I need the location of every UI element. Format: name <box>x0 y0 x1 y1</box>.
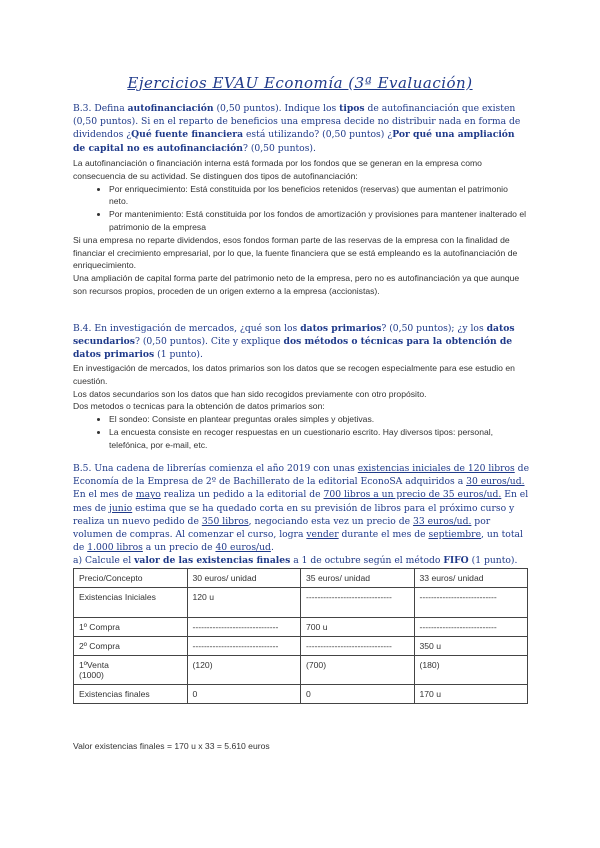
table-cell: ------------------------------ <box>187 637 301 656</box>
q-text: , un total de <box>73 529 523 554</box>
bullet-item: • La encuesta consiste en recoger respuestas en un cuestionario escrito. Hay diversos tipos: personal, telefónica, por e-mail, etc. <box>109 426 529 452</box>
fifo-table <box>73 568 528 704</box>
q-text: de Economía de la Empresa de 2º de Bachillerato de la editorial EconoSA adquiridos a <box>73 463 530 488</box>
question-b5 <box>73 462 529 568</box>
page-title: Ejercicios EVAU Economía (3ª Evaluación) <box>127 74 473 92</box>
table-row <box>74 588 528 618</box>
answer-paragraph: Dos metodos o tecnicas para la obtención de datos primarios son: <box>73 401 325 412</box>
table-cell: 35 euros/ unidad <box>301 569 415 588</box>
q-underlined: 1.000 libros <box>87 542 143 554</box>
question-part-a <box>73 554 529 567</box>
table-cell: 0 <box>301 685 415 704</box>
q-text: ? (0,50 puntos); ¿y los <box>381 323 487 334</box>
q-text: (0,50 puntos). Indique los <box>213 103 340 114</box>
table-cell: 700 u <box>301 618 415 637</box>
q-underlined: 30 euros/ud. <box>466 476 525 488</box>
q-text: En el mes de <box>73 489 136 501</box>
q-bold: Por qué una ampliación de capital no es autofinanciación <box>73 129 515 154</box>
table-cell: (120) <box>187 656 301 685</box>
q-text: En el mes de <box>73 489 529 514</box>
q-underlined: 350 libros <box>201 515 249 527</box>
q-text: , negociando esta vez un precio de <box>248 515 413 527</box>
table-cell: 33 euros/ unidad <box>414 569 528 588</box>
table-cell: 120 u <box>187 588 301 618</box>
answer-paragraph: Los datos secundarios son los datos que han sido recogidos previamente con otro propósito. <box>73 388 427 399</box>
q-text: de autofinanciación que existen (0,50 puntos). Si en el reparto de beneficios una empresa decide no distribuir nada en forma de dividendos ¿ <box>73 103 521 141</box>
table-cell: (700) <box>301 656 415 685</box>
q-bold: datos secundarios <box>73 323 515 348</box>
table-cell: 1º Compra <box>74 618 188 637</box>
q-bold: dos métodos o técnicas para la obtención de datos primarios <box>73 336 513 361</box>
table-cell: 2º Compra <box>74 637 188 656</box>
q-text: por volumen de compras. Al comenzar el curso, logra <box>73 515 491 541</box>
table-cell: Precio/Concepto <box>74 569 188 588</box>
q-underlined: mayo <box>135 489 161 501</box>
question-b4 <box>73 322 529 362</box>
q-text: . <box>270 542 274 554</box>
table-cell: 1ºVenta (1000) <box>74 656 188 685</box>
bullet-item: • Por mantenimiento: Está constituida por los fondos de amortización y provisiones para mantener inalterado el patrimonio de la empresa <box>109 208 529 234</box>
q-underlined: 40 euros/ud <box>215 542 271 554</box>
q-bold: tipos <box>339 103 365 114</box>
table-row <box>74 618 528 637</box>
bullet-item: • Por enriquecimiento: Está constituida por los beneficios retenidos (reservas) que aumentan el patrimonio neto. <box>109 183 529 209</box>
table-row <box>74 569 528 588</box>
q-bold: Qué fuente financiera <box>131 129 244 141</box>
q-text: B.3. Defina <box>73 103 128 114</box>
bullet-list <box>73 413 529 451</box>
q-text: a un precio de <box>142 542 216 554</box>
table-cell: --------------------------- <box>414 618 528 637</box>
answer-paragraph: Si una empresa no reparte dividendos, esos fondos forman parte de las reservas de la empresa con la finalidad de financiar el crecimiento empresarial, por lo que, la fuente financiera que se está empleando es la autofinanciación de enriquecimiento. <box>73 234 518 271</box>
table-row <box>74 637 528 656</box>
bullet-list <box>73 183 529 234</box>
answer-paragraph: En investigación de mercados, los datos primarios son los datos que se recogen especialmente para ese estudio en cuestión. <box>73 363 515 386</box>
q-text: está utilizando? (0,50 puntos) ¿ <box>243 129 393 141</box>
q-text: a 1 de octubre según el método <box>290 555 444 567</box>
q-underlined: existencias iniciales de 120 libros <box>357 463 515 474</box>
answer-paragraph: La autofinanciación o financiación interna está formada por los fondos que se generan en la empresa como consecuencia de su actividad. Se distinguen dos tipos de autofinanciación: <box>73 158 482 181</box>
table-cell: Existencias finales <box>74 685 188 704</box>
final-value-text: Valor existencias finales = 170 u x 33 = 5.610 euros <box>73 741 270 751</box>
table-cell: --------------------------- <box>414 588 528 618</box>
answer-b4 <box>73 362 529 452</box>
table-cell: (180) <box>414 656 528 685</box>
q-text: (1 punto). <box>468 555 518 567</box>
table-cell: ------------------------------ <box>301 637 415 656</box>
q-bold: FIFO <box>443 555 469 567</box>
table-cell: 0 <box>187 685 301 704</box>
q-bold: valor de las existencias finales <box>134 555 291 567</box>
table-row <box>74 656 528 685</box>
q-text: realiza un pedido a la editorial de <box>160 489 324 501</box>
q-underlined: 33 euros/ud. <box>412 515 472 527</box>
q-text: B.5. Una cadena de librerías comienza el año 2019 con unas <box>73 463 358 474</box>
q-text: ? (0,50 puntos). Cite y explique <box>134 336 284 348</box>
q-bold: autofinanciación <box>127 103 214 114</box>
q-text: ? (0,50 puntos). <box>242 142 316 154</box>
table-cell: ------------------------------ <box>187 618 301 637</box>
q-bold: datos primarios <box>300 323 382 334</box>
question-b3 <box>73 102 529 155</box>
table-cell: 30 euros/ unidad <box>187 569 301 588</box>
q-underlined: septiembre <box>428 529 482 541</box>
table-cell: 350 u <box>414 637 528 656</box>
q-text: estima que se ha quedado corta en su previsión de libros para el próximo curso y realiza un nuevo pedido de <box>73 502 515 527</box>
bullet-item: • El sondeo: Consiste en plantear preguntas orales simples y objetivas. <box>109 413 529 426</box>
q-text: B.4. En investigación de mercados, ¿qué son los <box>73 323 301 334</box>
table-cell: Existencias Iniciales <box>74 588 188 618</box>
q-text: (1 punto). <box>154 349 203 361</box>
q-underlined: 700 libros a un precio de 35 euros/ud. <box>323 489 502 501</box>
q-text: a) Calcule el <box>73 555 135 567</box>
table-cell: ------------------------------ <box>301 588 415 618</box>
table-row <box>74 685 528 704</box>
q-underlined: junio <box>109 502 133 514</box>
answer-b3 <box>73 157 529 298</box>
q-text: durante el mes de <box>338 529 429 541</box>
table-cell: 170 u <box>414 685 528 704</box>
answer-paragraph: Una ampliación de capital forma parte del patrimonio neto de la empresa, pero no es autofinanciación ya que aunque son recursos propios, proceden de un origen externo a la empresa (accionistas). <box>73 273 520 296</box>
q-underlined: vender <box>306 529 339 541</box>
